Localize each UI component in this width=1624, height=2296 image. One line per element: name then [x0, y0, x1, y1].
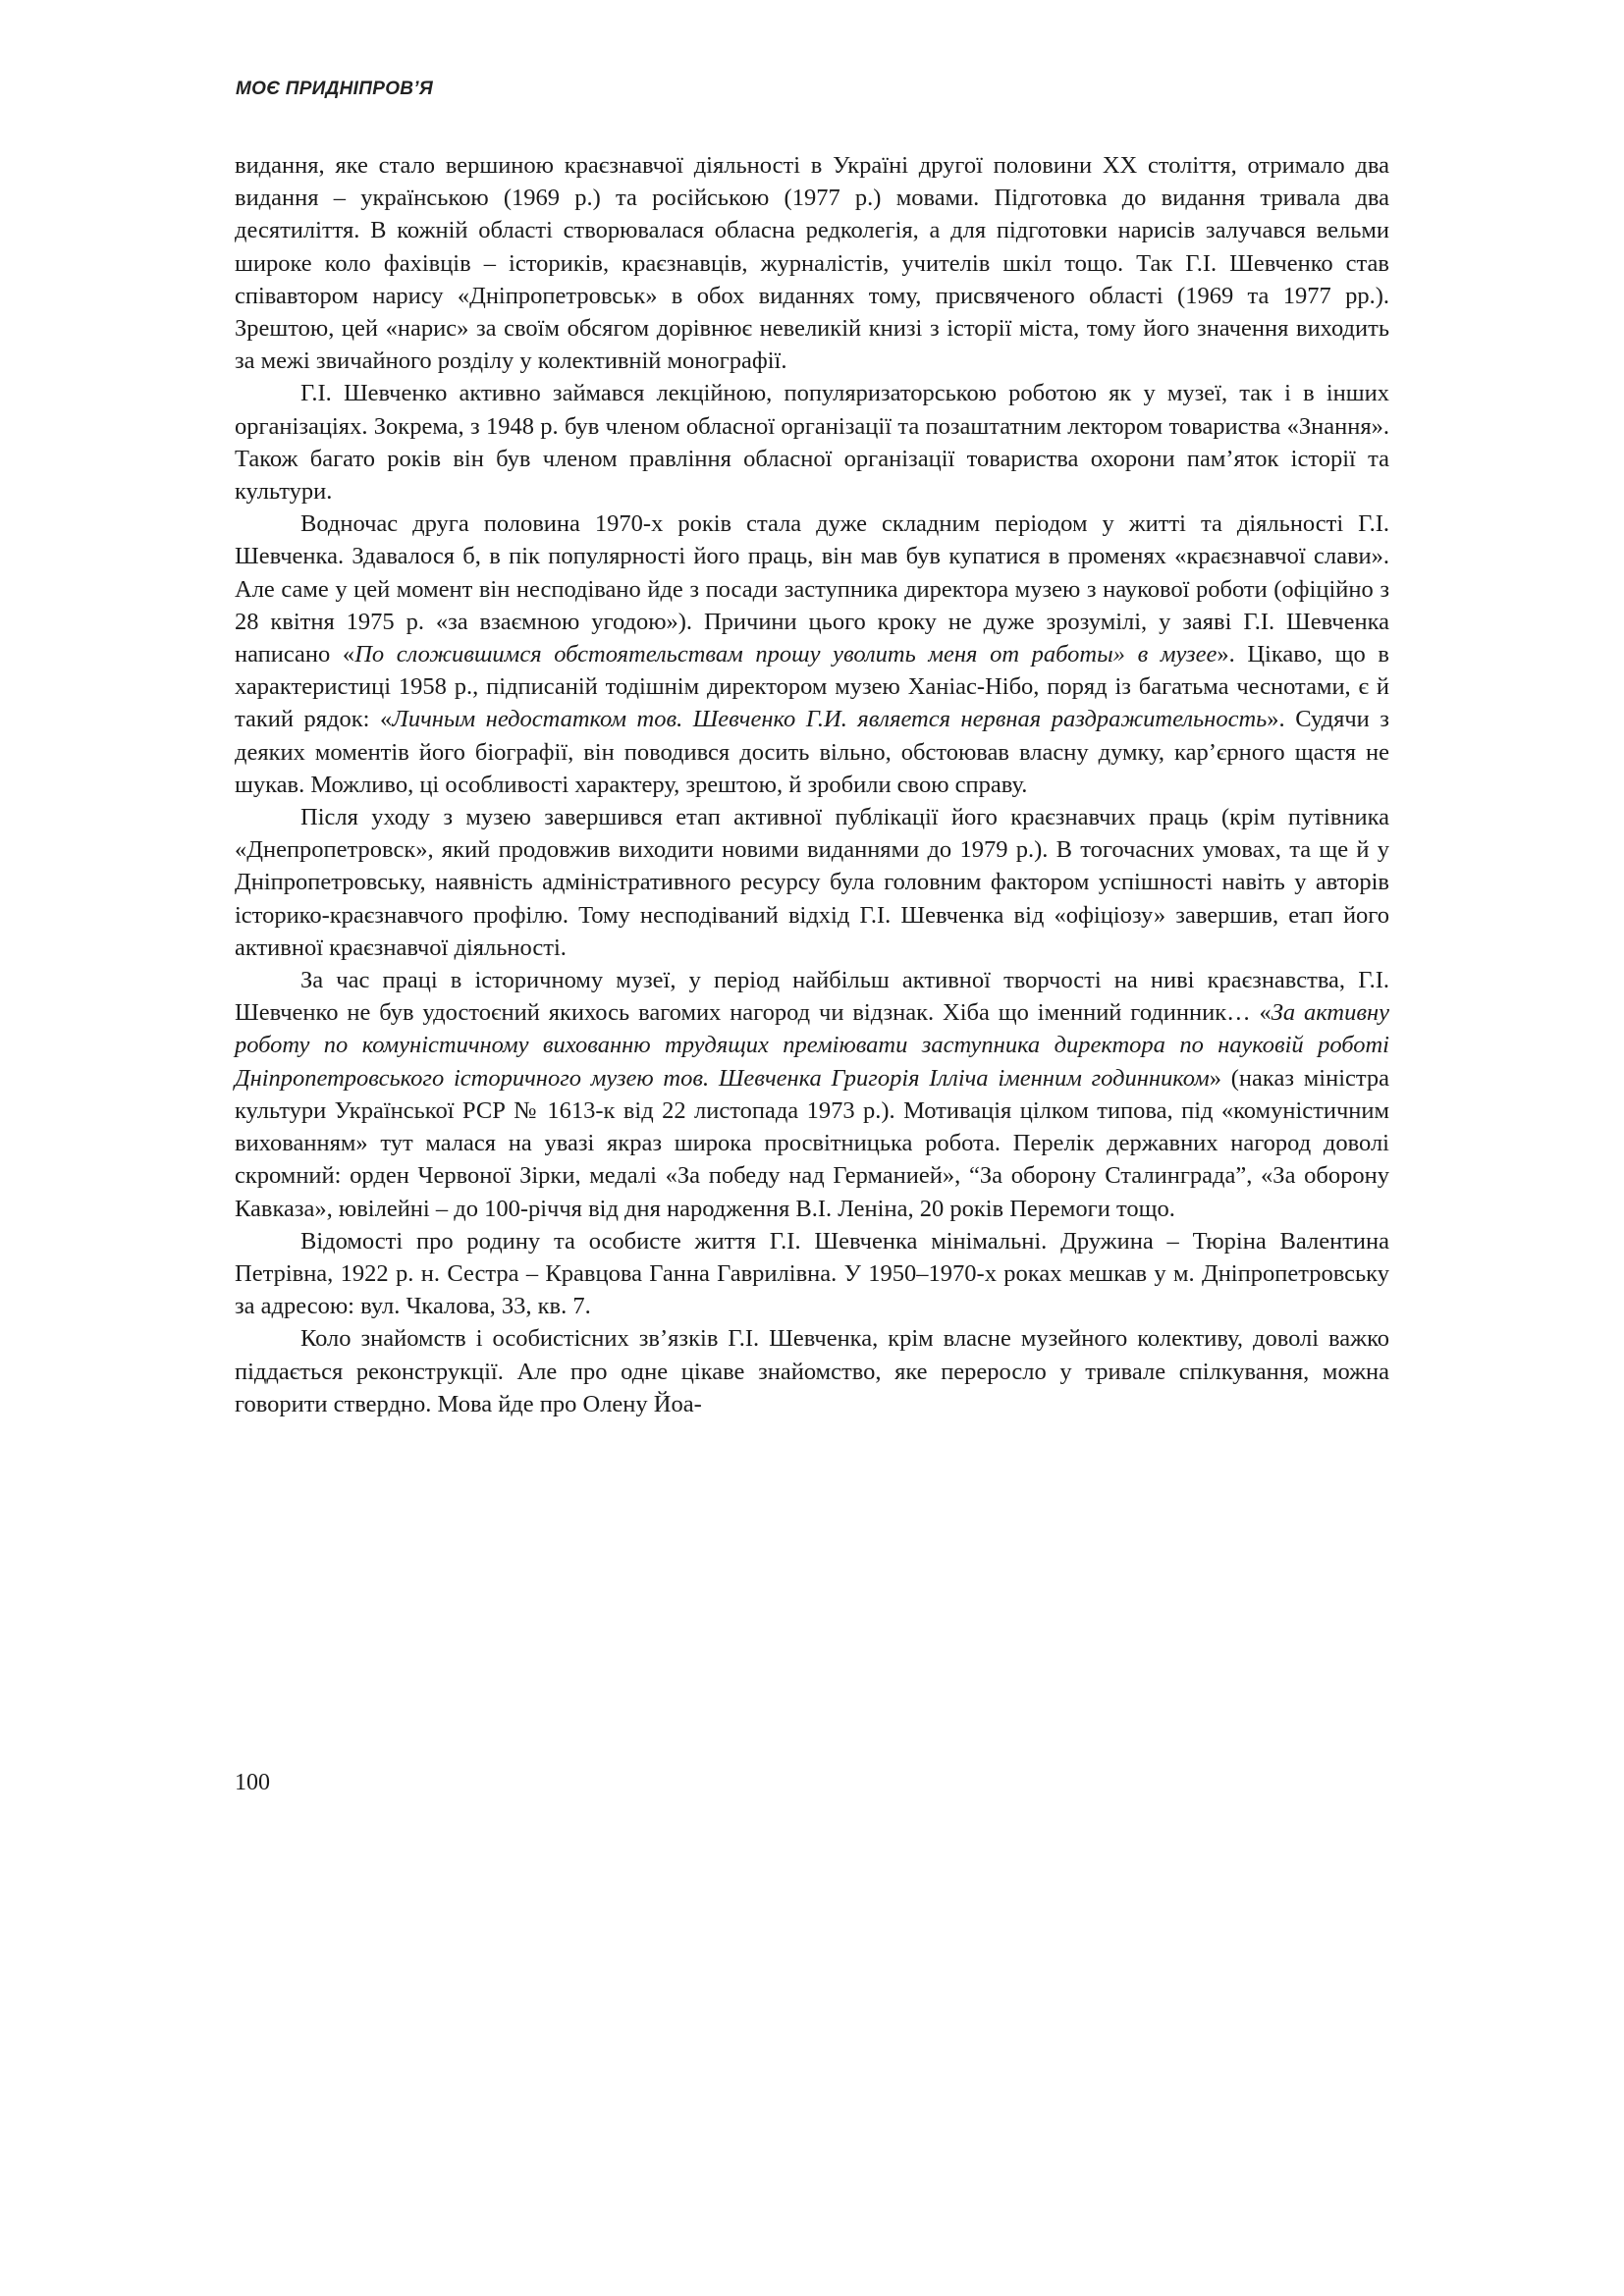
text-run: Водночас друга половина 1970-х років стала дуже складним періодом у житті та діяльності Г.І. Шевченка. Здавалося б, в пік популярності його праць, він мав був купатися в променях «краєзнавчої слави». Але саме у цей момент він несподівано йде з посади заступника директора музею з наукової роботи (офіційно з 28 квітня 1975 р. «за взаємною угодою»). Причини цього кроку не дуже зрозумілі, у заяві Г.І. Шевченка написано «: [235, 510, 1389, 668]
paragraph-7: [235, 1322, 1389, 1420]
paragraph-4: [235, 801, 1389, 964]
text-run: ». Цікаво, що в характеристиці 1958 р., підписаній тодішнім директором музею Ханіас-Нібо, поряд із багатьма чеснотами, є й такий рядок: «: [235, 641, 1389, 733]
italic-quote: Личным недостатком тов. Шевченко Г.И. является нервная раздражительность: [392, 706, 1268, 733]
text-run: Коло знайомств і особистісних зв’язків Г.І. Шевченка, крім власне музейного колективу, доволі важко піддається реконструкції. Але про одне цікаве знайомство, яке переросло у тривале спілкування, можна говорити ствердно. Мова йде про Олену Йоа-: [235, 1325, 1389, 1417]
text-run: Г.І. Шевченко активно займався лекційною, популяризаторською роботою як у музеї, так і в інших організаціях. Зокрема, з 1948 р. був членом обласної організації та позаштатним лектором товариства «Знання». Також багато років він був членом правління обласної організації товариства охорони пам’яток історії та культури.: [235, 380, 1389, 506]
paragraph-2: [235, 377, 1389, 507]
text-run: Після уходу з музею завершився етап активної публікації його краєзнавчих праць (крім путівника «Днепропетровск», який продовжив виходити новими виданнями до 1979 р.). В тогочасних умовах, та ще й у Дніпропетровську, наявність адміністративного ресурсу була головним фактором успішності навіть у авторів історико-краєзнавчого профілю. Тому несподіваний відхід Г.І. Шевченка від «офіціозу» завершив, етап його активної краєзнавчої діяльності.: [235, 804, 1389, 961]
paragraph-3: [235, 507, 1389, 801]
italic-quote: По сложившимся обстоятельствам прошу уволить меня от работы» в музее: [354, 641, 1218, 668]
text-run: » (наказ міністра культури Української РСР № 1613-к від 22 листопада 1973 р.). Мотивація цілком типова, під «комуністичним вихованням» тут малася на увазі якраз широка просвітницька робота. Перелік державних нагород доволі скромний: орден Червоної Зірки, медалі «За победу над Германией», “За оборону Сталинграда”, «За оборону Кавказа», ювілейні – до 100-річчя від дня народження В.І. Леніна, 20 років Перемоги тощо.: [235, 1064, 1389, 1222]
running-header: МОЄ ПРИДНІПРОВ’Я: [236, 79, 434, 99]
text-run: видання, яке стало вершиною краєзнавчої діяльності в Україні другої половини ХХ століття, отримало два видання – українською (1969 р.) та російською (1977 р.) мовами. Підготовка до видання тривала два десятиліття. В кожній області створювалася обласна редколегія, а для підготовки нарисів залучався вельми широке коло фахівців – істориків, краєзнавців, журналістів, учителів шкіл тощо. Так Г.І. Шевченко став співавтором нарису «Дніпропетровськ» в обох виданнях тому, присвяченого області (1969 та 1977 рр.). Зрештою, цей «нарис» за своїм обсягом дорівнює невеликій книзі з історії міста, тому його значення виходить за межі звичайного розділу у колективній монографії.: [235, 152, 1389, 375]
italic-quote: За активну роботу по комуністичному вихованню трудящих преміювати заступника директора по науковій роботі Дніпропетровського історичного музею тов. Шевченка Григорія Ілліча іменним годинником: [235, 999, 1389, 1092]
body-text: [235, 149, 1389, 1420]
paragraph-6: [235, 1225, 1389, 1323]
text-run: Відомості про родину та особисте життя Г.І. Шевченка мінімальні. Дружина – Тюріна Валентина Петрівна, 1922 р. н. Сестра – Кравцова Ганна Гаврилівна. У 1950–1970-х роках мешкав у м. Дніпропетровську за адресою: вул. Чкалова, 33, кв. 7.: [235, 1227, 1389, 1320]
paragraph-1: [235, 149, 1389, 377]
paragraph-5: [235, 964, 1389, 1225]
page-number: 100: [235, 1770, 270, 1795]
text-run: За час праці в історичному музеї, у період найбільш активної творчості на ниві краєзнавства, Г.І. Шевченко не був удостоєний якихось вагомих нагород чи відзнак. Хіба що іменний годинник… «: [235, 967, 1389, 1027]
text-run: ». Судячи з деяких моментів його біографії, він поводився досить вільно, обстоював власну думку, кар’єрного щастя не шукав. Можливо, ці особливості характеру, зрештою, й зробили свою справу.: [235, 706, 1389, 798]
